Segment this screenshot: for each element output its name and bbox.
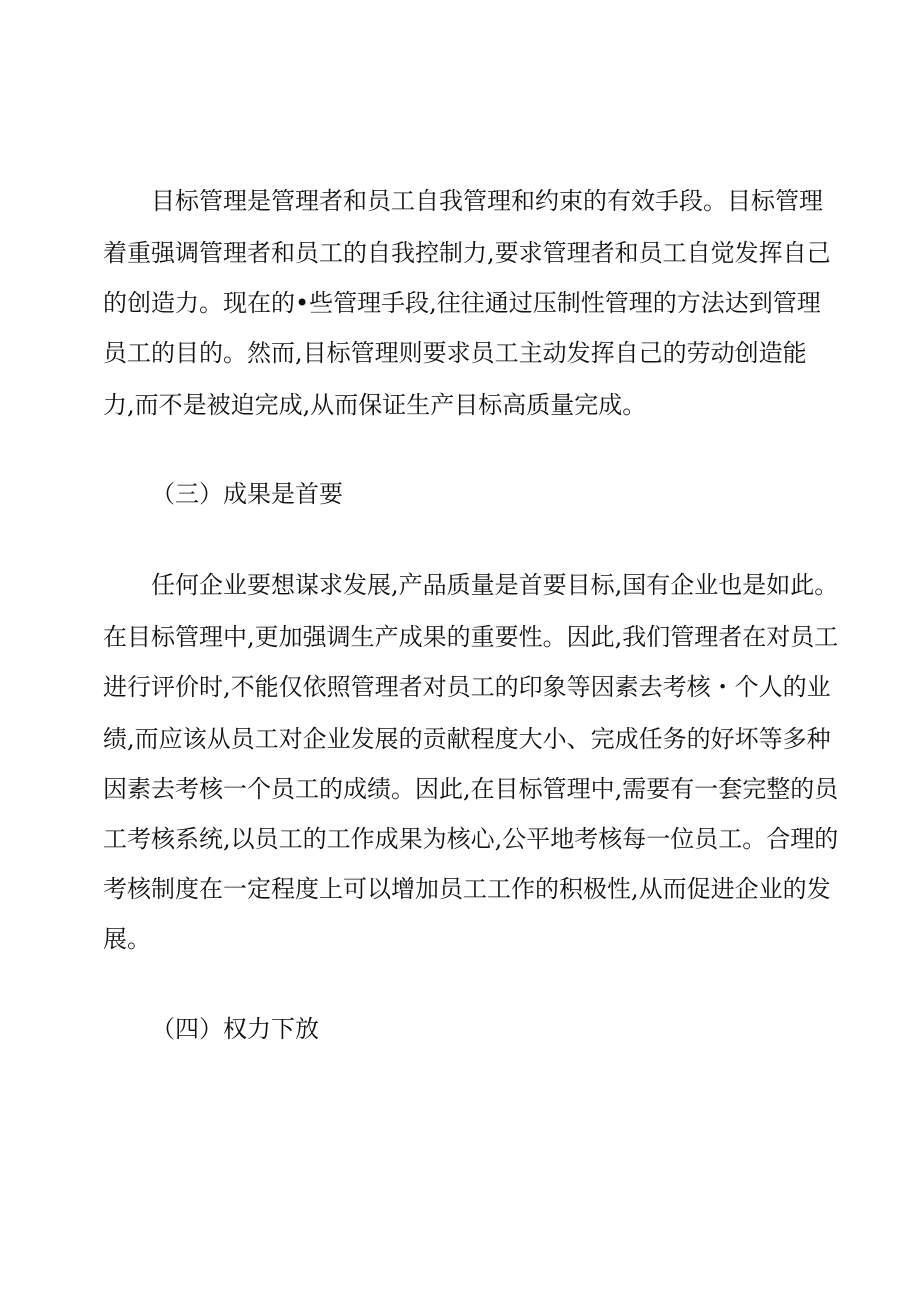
paragraph-1-line-2: 着重强调管理者和员工的自我控制力,要求管理者和员工自觉发挥自己 <box>103 239 831 267</box>
paragraph-2-line-6: 工考核系统,以员工的工作成果为核心,公平地考核每一位员工。合理的 <box>103 825 839 853</box>
paragraph-2-line-3: 进行评价时,不能仅依照管理者对员工的印象等因素去考核・个人的业 <box>103 673 831 701</box>
paragraph-1-line-1: 目标管理是管理者和员工自我管理和约束的有效手段。目标管理 <box>151 187 823 215</box>
paragraph-1-line-4: 员工的目的。然而,目标管理则要求员工主动发挥自己的劳动创造能 <box>103 339 807 367</box>
paragraph-2-line-4: 绩,而应该从员工对企业发展的贡献程度大小、完成任务的好坏等多种 <box>103 725 831 753</box>
paragraph-2-line-7: 考核制度在一定程度上可以增加员工工作的积极性,从而促进企业的发 <box>103 875 831 903</box>
paragraph-2-line-5: 因素去考核一个员工的成绩。因此,在目标管理中,需要有一套完整的员 <box>103 775 839 803</box>
paragraph-1-line-5: 力,而不是被迫完成,从而保证生产目标高质量完成。 <box>103 391 647 419</box>
section-heading-3: （三）成果是首要 <box>151 480 343 508</box>
paragraph-2-line-2: 在目标管理中,更加强调生产成果的重要性。因此,我们管理者在对员工 <box>103 623 839 651</box>
paragraph-2-line-8: 展。 <box>103 925 151 953</box>
paragraph-1-line-3: 的创造力。现在的•些管理手段,往往通过压制性管理的方法达到管理 <box>103 289 821 317</box>
section-heading-4: （四）权力下放 <box>151 1015 319 1043</box>
paragraph-2-line-1: 任何企业要想谋求发展,产品质量是首要目标,国有企业也是如此。 <box>151 571 839 599</box>
